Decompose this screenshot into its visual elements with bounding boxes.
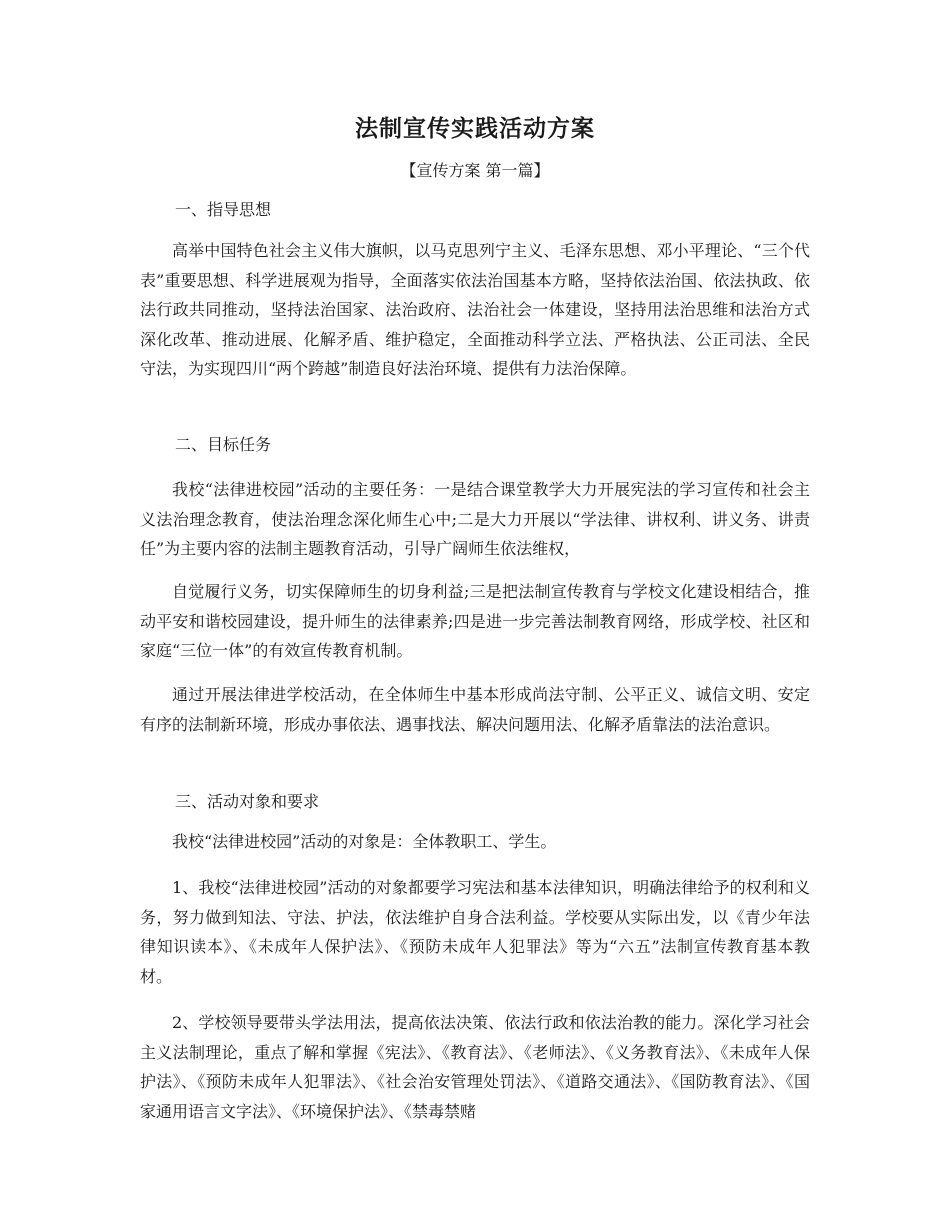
paragraph-targets-1: 我校“法律进校园”活动的对象是：全体教职工、学生。 [172, 832, 557, 851]
paragraph-goals-3: 通过开展法律进学校活动，在全体师生中基本形成尚法守制、公平正义、诚信文明、安定有序的法制新环境，形成办事依法、遇事找法、解决问题用法、化解矛盾靠法的法治意识。 [140, 685, 810, 734]
paragraph-goals-2: 自觉履行义务，切实保障师生的切身利益;三是把法制宣传教育与学校文化建设相结合，推动平安和谐校园建设，提升师生的法律素养;四是进一步完善法制教育网络，形成学校、社区和家庭“三位一体”的有效宣传教育机制。 [140, 582, 810, 660]
section-heading-guiding: 一、指导思想 [175, 200, 272, 219]
section-heading-goals: 二、目标任务 [175, 435, 272, 454]
paragraph-guiding-1: 高举中国特色社会主义伟大旗帜，以马克思列宁主义、毛泽东思想、邓小平理论、“三个代表”重要思想、科学进展观为指导，全面落实依法治国基本方略，坚持依法治国、依法执政、依法行政共同推动，坚持法治国家、法治政府、法治社会一体建设，坚持用法治思维和法治方式深化改革、推动进展、化解矛盾、维护稳定，全面推动科学立法、严格执法、公正司法、全民守法，为实现四川“两个跨越”制造良好法治环境、提供有力法治保障。 [140, 241, 810, 378]
document-title: 法制宣传实践活动方案 [355, 115, 595, 142]
paragraph-targets-2: 1、我校“法律进校园”活动的对象都要学习宪法和基本法律知识，明确法律给予的权利和义务，努力做到知法、守法、护法，依法维护自身合法利益。学校要从实际出发，以《青少年法律知识读本》、《未成年人保护法》、《预防未成年人犯罪法》等为“六五”法制宣传教育基本教材。 [140, 878, 810, 986]
paragraph-goals-1: 我校“法律进校园”活动的主要任务：一是结合课堂教学大力开展宪法的学习宣传和社会主义法治理念教育，使法治理念深化师生心中;二是大力开展以“学法律、讲权利、讲义务、讲责任”为主要内容的法制主题教育活动，引导广阔师生依法维权， [140, 480, 810, 558]
paragraph-targets-3: 2、学校领导要带头学法用法，提高依法决策、依法行政和依法治教的能力。深化学习社会主义法制理论，重点了解和掌握《宪法》、《教育法》、《老师法》、《义务教育法》、《未成年人保护法》、《预防未成年人犯罪法》、《社会治安管理处罚法》、《道路交通法》、《国防教育法》、《国家通用语言文字法》、《环境保护法》、《禁毒禁赌 [140, 1013, 810, 1121]
document-subtitle: 【宣传方案 第一篇】 [400, 161, 550, 180]
section-heading-targets: 三、活动对象和要求 [175, 792, 320, 811]
